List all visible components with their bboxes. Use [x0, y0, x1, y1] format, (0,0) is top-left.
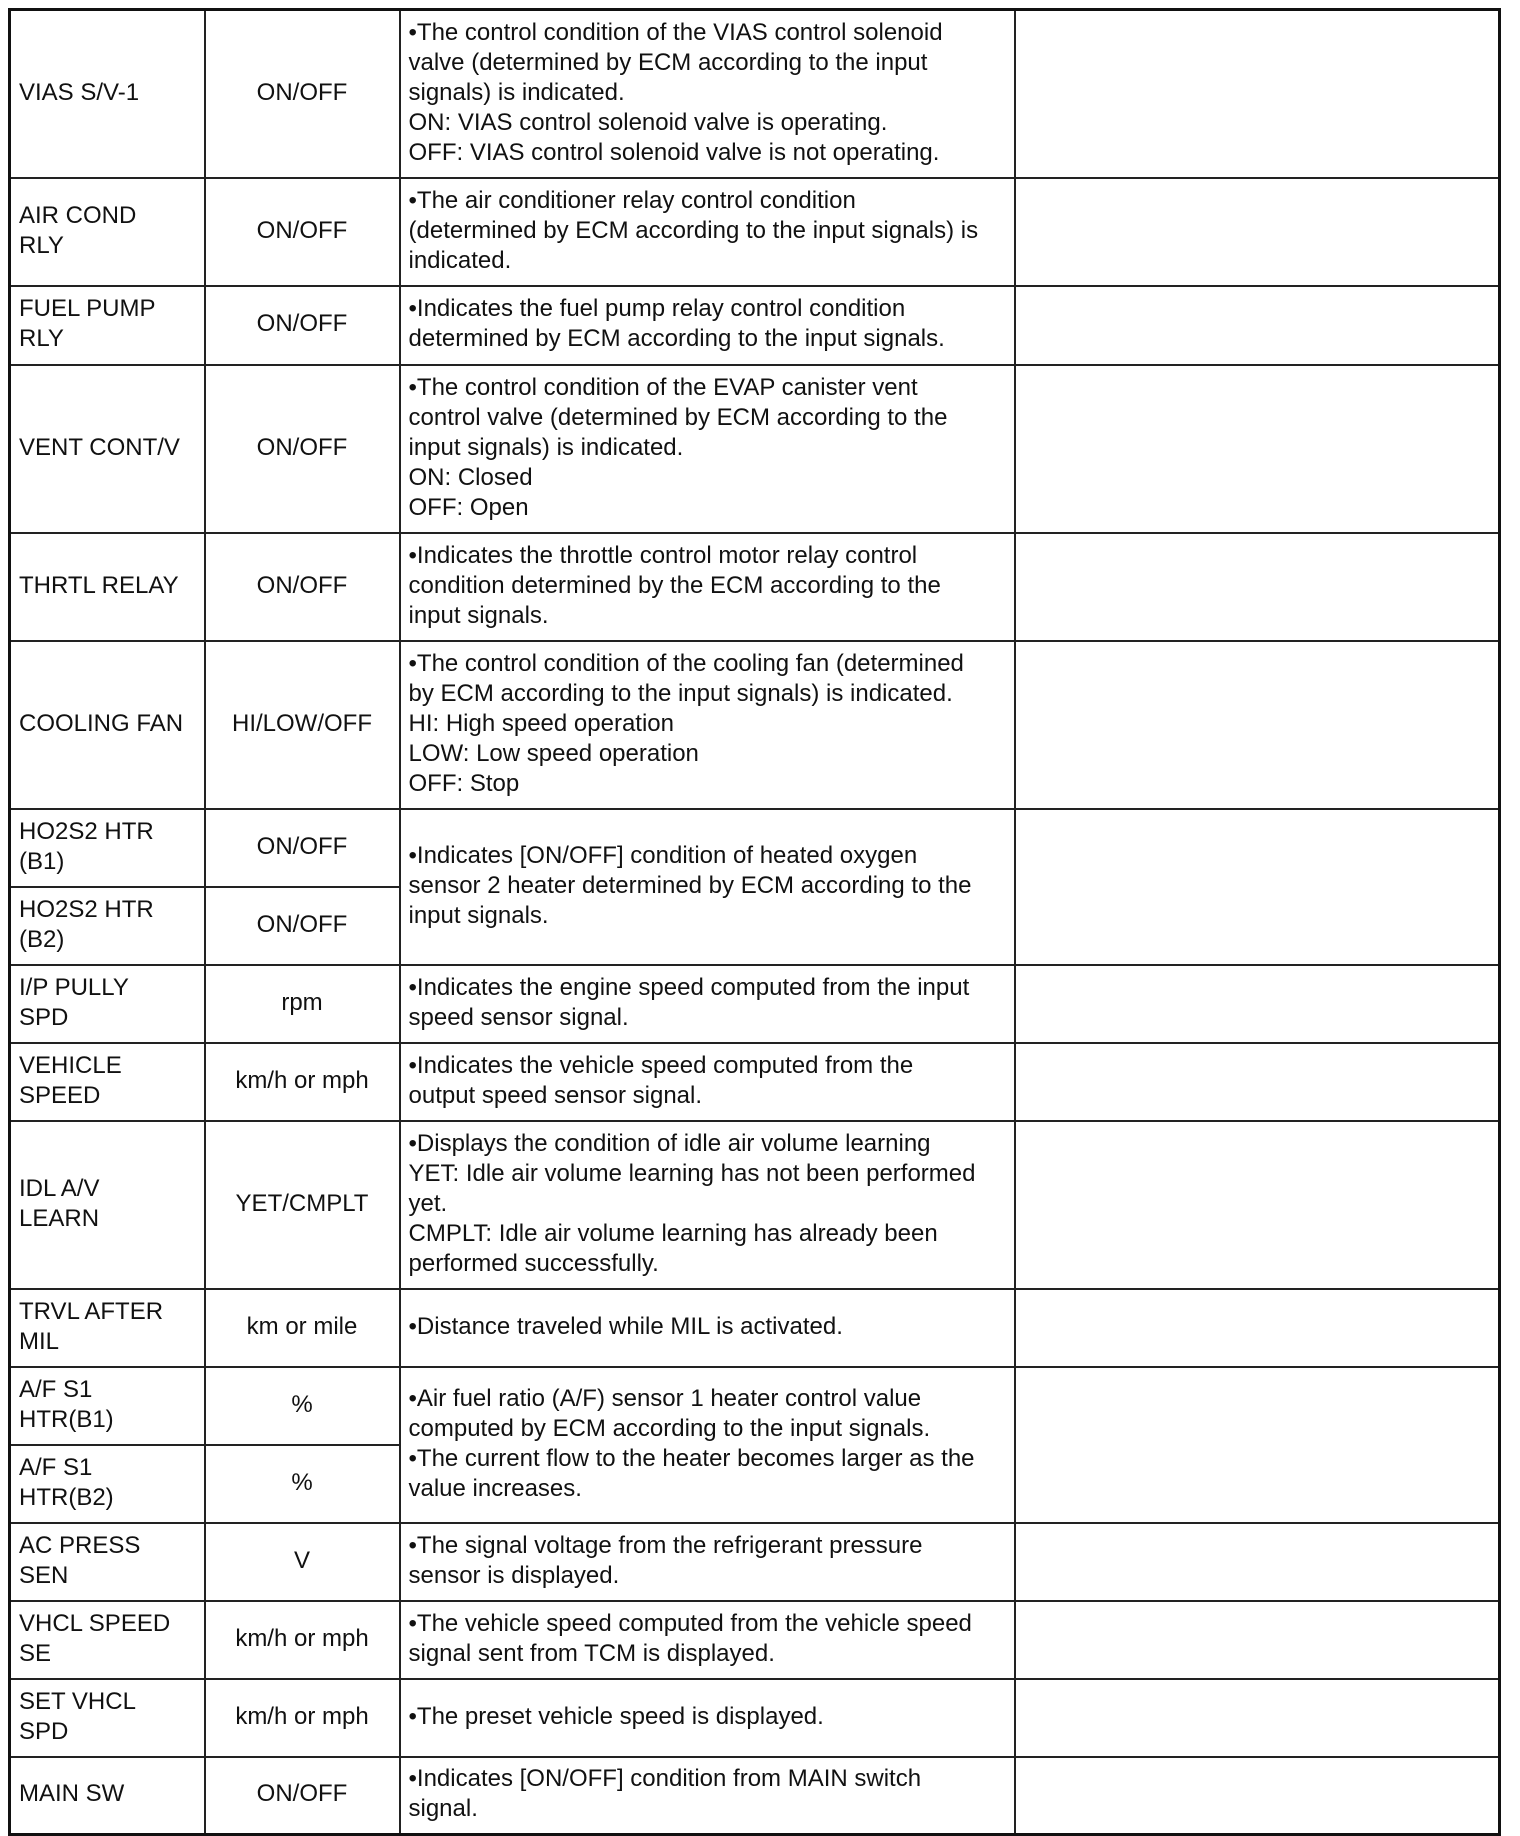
monitor-item-remarks [1015, 1601, 1500, 1679]
monitor-item-unit: ON/OFF [205, 365, 400, 533]
monitor-item-description: •Distance traveled while MIL is activated. [400, 1289, 1015, 1367]
monitor-item-unit: km/h or mph [205, 1043, 400, 1121]
monitor-item-table [8, 8, 1501, 1836]
monitor-item-remarks [1015, 1523, 1500, 1601]
table-row [10, 533, 1500, 641]
monitor-item-name: COOLING FAN [10, 641, 205, 809]
monitor-item-remarks [1015, 1121, 1500, 1289]
monitor-item-unit: ON/OFF [205, 533, 400, 641]
table-row [10, 1523, 1500, 1601]
monitor-item-description: •Indicates the engine speed computed from the input speed sensor signal. [400, 965, 1015, 1043]
monitor-item-name: VENT CONT/V [10, 365, 205, 533]
monitor-item-description: •The air conditioner relay control condition (determined by ECM according to the input signals) is indicated. [400, 178, 1015, 286]
monitor-item-description: •The control condition of the VIAS control solenoid valve (determined by ECM according to the input signals) is indicated. ON: VIAS control solenoid valve is operating. OFF: VIAS control solenoid valve is not operating. [400, 10, 1015, 178]
monitor-item-description: •Indicates [ON/OFF] condition from MAIN switch signal. [400, 1757, 1015, 1835]
monitor-item-name: A/F S1 HTR(B2) [10, 1445, 205, 1523]
monitor-item-unit: YET/CMPLT [205, 1121, 400, 1289]
monitor-item-unit: ON/OFF [205, 178, 400, 286]
table-row [10, 1757, 1500, 1835]
monitor-item-description: •Indicates the throttle control motor relay control condition determined by the ECM according to the input signals. [400, 533, 1015, 641]
table-row [10, 641, 1500, 809]
monitor-item-unit: % [205, 1445, 400, 1523]
monitor-item-remarks [1015, 178, 1500, 286]
monitor-item-unit: V [205, 1523, 400, 1601]
monitor-item-name: FUEL PUMP RLY [10, 286, 205, 365]
monitor-item-remarks [1015, 533, 1500, 641]
monitor-item-description: •Air fuel ratio (A/F) sensor 1 heater control value computed by ECM according to the input signals. •The current flow to the heater becomes larger as the value increases. [400, 1367, 1015, 1523]
monitor-item-remarks [1015, 965, 1500, 1043]
monitor-item-unit: km/h or mph [205, 1679, 400, 1757]
monitor-item-description: •The control condition of the EVAP canister vent control valve (determined by ECM according to the input signals) is indicated. ON: Closed OFF: Open [400, 365, 1015, 533]
monitor-item-name: AC PRESS SEN [10, 1523, 205, 1601]
monitor-item-remarks [1015, 1043, 1500, 1121]
monitor-item-name: I/P PULLY SPD [10, 965, 205, 1043]
monitor-item-remarks [1015, 1367, 1500, 1523]
monitor-item-remarks [1015, 365, 1500, 533]
monitor-item-unit: ON/OFF [205, 809, 400, 887]
monitor-item-description: •The signal voltage from the refrigerant pressure sensor is displayed. [400, 1523, 1015, 1601]
table-row [10, 1289, 1500, 1367]
monitor-item-unit: ON/OFF [205, 887, 400, 965]
monitor-item-remarks [1015, 10, 1500, 178]
monitor-item-name: HO2S2 HTR (B2) [10, 887, 205, 965]
monitor-item-name: VHCL SPEED SE [10, 1601, 205, 1679]
monitor-item-name: AIR COND RLY [10, 178, 205, 286]
table-row [10, 286, 1500, 365]
table-row [10, 178, 1500, 286]
table-row [10, 965, 1500, 1043]
monitor-item-remarks [1015, 1679, 1500, 1757]
monitor-item-description: •The control condition of the cooling fan (determined by ECM according to the input signals) is indicated. HI: High speed operation LOW: Low speed operation OFF: Stop [400, 641, 1015, 809]
table-row [10, 1367, 1500, 1445]
monitor-item-name: THRTL RELAY [10, 533, 205, 641]
monitor-item-unit: rpm [205, 965, 400, 1043]
monitor-item-remarks [1015, 809, 1500, 965]
table-row [10, 365, 1500, 533]
monitor-item-name: IDL A/V LEARN [10, 1121, 205, 1289]
monitor-item-name: VEHICLE SPEED [10, 1043, 205, 1121]
monitor-item-remarks [1015, 1289, 1500, 1367]
monitor-item-unit: ON/OFF [205, 286, 400, 365]
monitor-item-name: VIAS S/V-1 [10, 10, 205, 178]
monitor-item-table-page [8, 8, 1498, 1834]
monitor-item-name: TRVL AFTER MIL [10, 1289, 205, 1367]
monitor-item-unit: km/h or mph [205, 1601, 400, 1679]
monitor-item-name: MAIN SW [10, 1757, 205, 1835]
monitor-item-name: A/F S1 HTR(B1) [10, 1367, 205, 1445]
monitor-item-remarks [1015, 641, 1500, 809]
monitor-item-description: •Indicates the vehicle speed computed from the output speed sensor signal. [400, 1043, 1015, 1121]
table-row [10, 10, 1500, 178]
monitor-item-unit: ON/OFF [205, 1757, 400, 1835]
monitor-item-remarks [1015, 1757, 1500, 1835]
table-row [10, 1601, 1500, 1679]
monitor-item-unit: km or mile [205, 1289, 400, 1367]
monitor-item-name: HO2S2 HTR (B1) [10, 809, 205, 887]
monitor-item-unit: HI/LOW/OFF [205, 641, 400, 809]
monitor-item-description: •Indicates [ON/OFF] condition of heated oxygen sensor 2 heater determined by ECM according to the input signals. [400, 809, 1015, 965]
table-row [10, 1121, 1500, 1289]
table-row [10, 1679, 1500, 1757]
monitor-item-description: •Indicates the fuel pump relay control condition determined by ECM according to the input signals. [400, 286, 1015, 365]
monitor-item-unit: ON/OFF [205, 10, 400, 178]
monitor-item-remarks [1015, 286, 1500, 365]
monitor-item-description: •The preset vehicle speed is displayed. [400, 1679, 1015, 1757]
table-row [10, 1043, 1500, 1121]
monitor-item-description: •Displays the condition of idle air volume learning YET: Idle air volume learning has not been performed yet. CMPLT: Idle air volume learning has already been performed successfully. [400, 1121, 1015, 1289]
monitor-item-description: •The vehicle speed computed from the vehicle speed signal sent from TCM is displayed. [400, 1601, 1015, 1679]
table-row [10, 809, 1500, 887]
monitor-item-name: SET VHCL SPD [10, 1679, 205, 1757]
monitor-item-unit: % [205, 1367, 400, 1445]
